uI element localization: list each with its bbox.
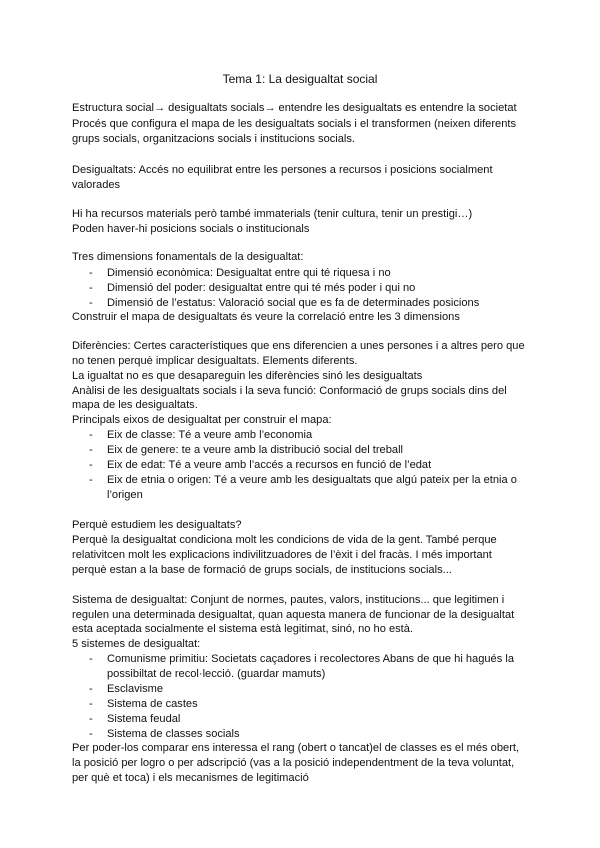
system-item: Esclavisme <box>107 683 164 695</box>
dimensions-heading: Tres dimensions fonamentals de la desigualtat: <box>72 251 304 263</box>
resources-line: Poden haver-hi posicions socials o institucionals <box>72 223 310 235</box>
dimensions-closing: Construir el mapa de desigualtats és veure la correlació entre les 3 dimensions <box>72 311 460 323</box>
system-item: Sistema de castes <box>107 698 198 710</box>
dimension-item: Dimensió de l’estatus: Valoració social que es fa de determinades posicions <box>107 297 480 309</box>
system-item: Comunisme primitiu: Societats caçadores i recolectores Abans de que hi hagués la <box>107 653 514 665</box>
list-bullet: - <box>89 459 93 471</box>
system-item: Sistema feudal <box>107 713 181 725</box>
list-bullet: - <box>89 683 93 695</box>
system-line: regulen una determinada desigualtat, quan aquesta manera de funcionar de la desigualtat <box>72 609 515 621</box>
intro-line: Procés que configura el mapa de les desigualtats socials i el transformen (neixen diferents <box>72 118 516 130</box>
axis-item-continuation: l’origen <box>107 489 143 501</box>
why-line: Perquè la desigualtat condiciona molt les condicions de vida de la gent. També perque <box>72 534 497 546</box>
differences-line: Diferències: Certes característiques que ens diferencien a unes persones i a altres pero que <box>72 340 525 352</box>
list-bullet: - <box>89 429 93 441</box>
list-bullet: - <box>89 282 93 294</box>
final-line: Per poder-los comparar ens interessa el rang (obert o tancat)el de classes es el més obert, <box>72 742 520 754</box>
system-line: Sistema de desigualtat: Conjunt de normes, pautes, valors, institucions... que legitimen i <box>72 594 505 606</box>
list-bullet: - <box>89 444 93 456</box>
differences-line: no tenen perquè implicar desigualtats. Elements diferents. <box>72 355 358 367</box>
intro-line: Estructura social→ desigualtats socials→ entendre les desigualtats es entendre la societat <box>72 102 517 114</box>
differences-line: La igualtat no es que desapareguin les diferències sinó les desigualtats <box>72 370 423 382</box>
document-title: Tema 1: La desigualtat social <box>222 72 378 86</box>
definition-line: Desigualtats: Accés no equilibrat entre les persones a recursos i posicions socialment <box>72 164 493 176</box>
why-line: relativitcen molt les explicacions indivilitzuadores de l’èxit i del fracàs. I més important <box>72 549 492 561</box>
differences-line: Principals eixos de desigualtat per construir el mapa: <box>72 414 332 426</box>
axis-item: Eix de etnia o origen: Té a veure amb les desigualtats que algú pateix per la etnia o <box>107 474 517 486</box>
axis-item: Eix de edat: Té a veure amb l’accés a recursos en funció de l’edat <box>107 459 432 471</box>
final-line: la posició per logro o per adscripció (vas a la posició independentment de la teva voluntat, <box>72 757 515 769</box>
system-line: 5 sistemes de desigualtat: <box>72 638 201 650</box>
list-bullet: - <box>89 698 93 710</box>
list-bullet: - <box>89 713 93 725</box>
definition-line: valorades <box>72 179 121 191</box>
dimension-item: Dimensió del poder: desigualtat entre qui té més poder i qui no <box>107 282 416 294</box>
list-bullet: - <box>89 267 93 279</box>
axis-item: Eix de genere: te a veure amb la distribució social del treball <box>107 444 403 456</box>
list-bullet: - <box>89 297 93 309</box>
final-line: per què et toca) i els mecanismes de legitimació <box>72 772 309 784</box>
system-item-continuation: possibiltat de recol·lecció. (guardar mamuts) <box>107 668 326 680</box>
differences-line: mapa de les desigualtats. <box>72 399 198 411</box>
list-bullet: - <box>89 653 93 665</box>
list-bullet: - <box>89 728 93 740</box>
system-item: Sistema de classes socials <box>107 728 240 740</box>
intro-line: grups socials, organitzacions socials i institucions socials. <box>72 133 356 145</box>
why-line: perquè estan a la base de formació de grups socials, de institucions socials... <box>72 564 452 576</box>
axis-item: Eix de classe: Té a veure amb l’economia <box>107 429 313 441</box>
resources-line: Hi ha recursos materials però també immaterials (tenir cultura, tenir un prestigi…) <box>72 208 473 220</box>
why-heading: Perquè estudiem les desigualtats? <box>72 519 242 531</box>
differences-line: Anàlisi de les desigualtats socials i la seva funció: Conformació de grups socials dins del <box>72 385 507 397</box>
system-line: esta aceptada socialmente el sistema està legitimat, sinó, no ho està. <box>72 623 414 635</box>
dimension-item: Dimensió econòmica: Desigualtat entre qui té riquesa i no <box>107 267 391 279</box>
list-bullet: - <box>89 474 93 486</box>
